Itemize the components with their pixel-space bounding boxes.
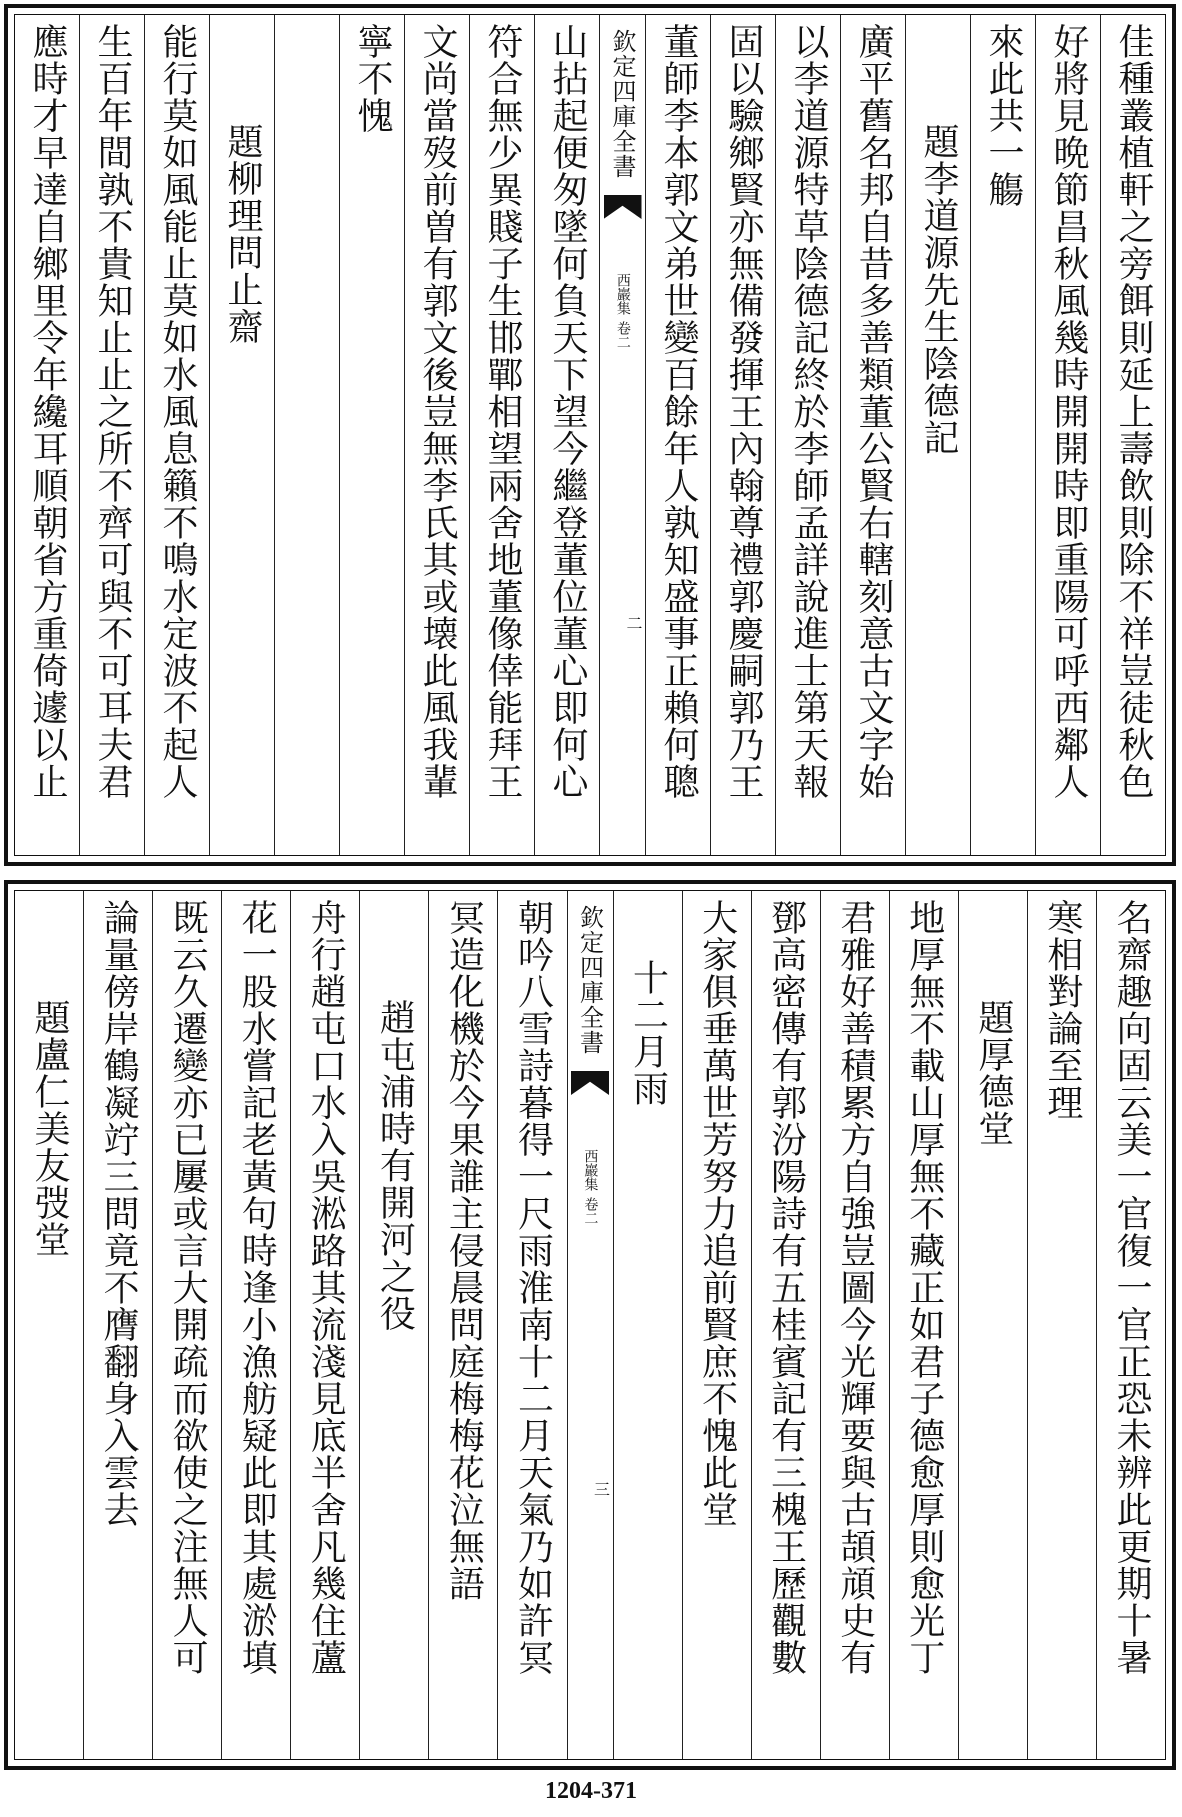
column-text: 大家俱垂萬世芳努力追前賢庶不愧此堂	[696, 899, 738, 1528]
collection-title: 欽定四庫全書	[575, 905, 604, 1055]
text-columns	[15, 891, 1165, 1759]
column-text: 寧不愧	[352, 23, 393, 134]
text-column	[497, 891, 566, 1759]
leaf-number: 二	[624, 615, 643, 631]
column-text: 應時才早達自鄉里令年纔耳順朝省方重倚遽以止	[27, 23, 68, 800]
column-text: 題盧仁美友弢堂	[29, 999, 71, 1258]
column-text: 題柳理問止齋	[222, 123, 263, 345]
text-column	[710, 15, 775, 855]
column-text: 十二月雨	[627, 959, 669, 1107]
column-text: 佳種叢植軒之旁餌則延上壽飲則除不祥豈徒秋色	[1113, 23, 1154, 800]
text-column	[820, 891, 889, 1759]
text-column	[152, 891, 221, 1759]
volume-label: 卷二	[614, 321, 631, 349]
text-column	[15, 891, 83, 1759]
text-column	[469, 15, 534, 855]
text-column	[613, 891, 682, 1759]
text-column	[428, 891, 497, 1759]
column-text: 地厚無不載山厚無不藏正如君子德愈厚則愈光丁	[903, 899, 945, 1676]
column-text: 固以驗鄉賢亦無備發揮王內翰尊禮郭慶嗣郭乃王	[723, 23, 764, 800]
text-column	[1027, 891, 1096, 1759]
column-text: 寒相對論至理	[1041, 899, 1083, 1121]
column-text: 題厚德堂	[972, 999, 1014, 1147]
column-text: 朝吟八雪詩暮得一尺雨淮南十二月天氣乃如許冥	[512, 899, 554, 1676]
column-text: 冥造化機於今果誰主侵晨問庭梅梅花泣無語	[443, 899, 485, 1602]
text-column	[958, 891, 1027, 1759]
text-column	[645, 15, 710, 855]
text-column	[209, 15, 274, 855]
fishtail-mark	[571, 1071, 609, 1095]
text-column	[840, 15, 905, 855]
fishtail-mark	[604, 195, 642, 219]
column-text: 董師李本郭文弟世變百餘年人孰知盛事正賴何聰	[658, 23, 699, 800]
text-column	[144, 15, 209, 855]
top-page	[4, 4, 1176, 866]
text-column	[79, 15, 144, 855]
column-text: 生百年間孰不貴知止止之所不齊可與不可耳夫君	[92, 23, 133, 800]
column-text: 花一股水嘗記老黃句時逢小漁舫疑此即其處淤填	[236, 899, 278, 1676]
center-fold-column	[599, 15, 645, 855]
text-column	[83, 891, 152, 1759]
text-column	[15, 15, 79, 855]
bottom-page	[4, 880, 1176, 1770]
book-title: 西巖集	[582, 1149, 599, 1191]
text-column	[404, 15, 469, 855]
column-text: 題李道源先生陰德記	[918, 123, 959, 456]
text-column	[534, 15, 599, 855]
text-column	[359, 891, 428, 1759]
column-text: 論量傍岸鶴凝竚三問竟不膺翻身入雲去	[98, 899, 140, 1528]
leaf-number: 三	[591, 1481, 611, 1497]
column-text: 名齋趣向固云美一官復一官正恐未辨此更期十暑	[1110, 899, 1152, 1676]
text-column	[1096, 891, 1165, 1759]
column-text: 山拈起便匆墜何負天下望今繼登董位董心即何心	[547, 23, 588, 800]
text-column	[682, 891, 751, 1759]
column-text: 符合無少異賤子生邯鄲相望兩舍地董像倖能拜王	[482, 23, 523, 800]
page-number-footer: 1204-371	[545, 1778, 637, 1804]
text-column	[970, 15, 1035, 855]
column-text: 廣平舊名邦自昔多善類董公賢右轄刻意古文字始	[853, 23, 894, 800]
text-column	[274, 15, 339, 855]
column-text: 既云久遷變亦已屢或言大開疏而欲使之注無人可	[167, 899, 209, 1676]
text-columns	[15, 15, 1165, 855]
text-column	[775, 15, 840, 855]
column-text: 鄧高密傳有郭汾陽詩有五桂賓記有三槐王歷觀數	[765, 899, 807, 1676]
center-fold-column	[567, 891, 613, 1759]
column-text: 以李道源特草陰德記終於李師孟詳說進士第天報	[788, 23, 829, 800]
page-frame	[14, 890, 1166, 1760]
text-column	[339, 15, 404, 855]
text-column	[290, 891, 359, 1759]
text-column	[1100, 15, 1165, 855]
volume-label: 卷二	[582, 1197, 599, 1225]
text-column	[1035, 15, 1100, 855]
column-text: 君雅好善積累方自強豈圖今光輝要與古頡頏史有	[834, 899, 876, 1676]
column-text: 來此共一觴	[983, 23, 1024, 208]
text-column	[221, 891, 290, 1759]
page-frame	[14, 14, 1166, 856]
column-text: 文尚當歿前曽有郭文後豈無李氏其或壊此風我輩	[417, 23, 458, 800]
text-column	[905, 15, 970, 855]
book-title: 西巖集	[614, 273, 631, 315]
column-text: 趙屯浦時有開河之役	[374, 999, 416, 1332]
text-column	[889, 891, 958, 1759]
column-text: 好將見晩節昌秋風幾時開開時即重陽可呼西鄰人	[1048, 23, 1089, 800]
column-text: 舟行趙屯口水入吳淞路其流淺見底半舍凡幾住蘆	[305, 899, 347, 1676]
column-text: 能行莫如風能止莫如水風息籟不鳴水定波不起人	[157, 23, 198, 800]
collection-title: 欽定四庫全書	[608, 29, 636, 179]
text-column	[751, 891, 820, 1759]
